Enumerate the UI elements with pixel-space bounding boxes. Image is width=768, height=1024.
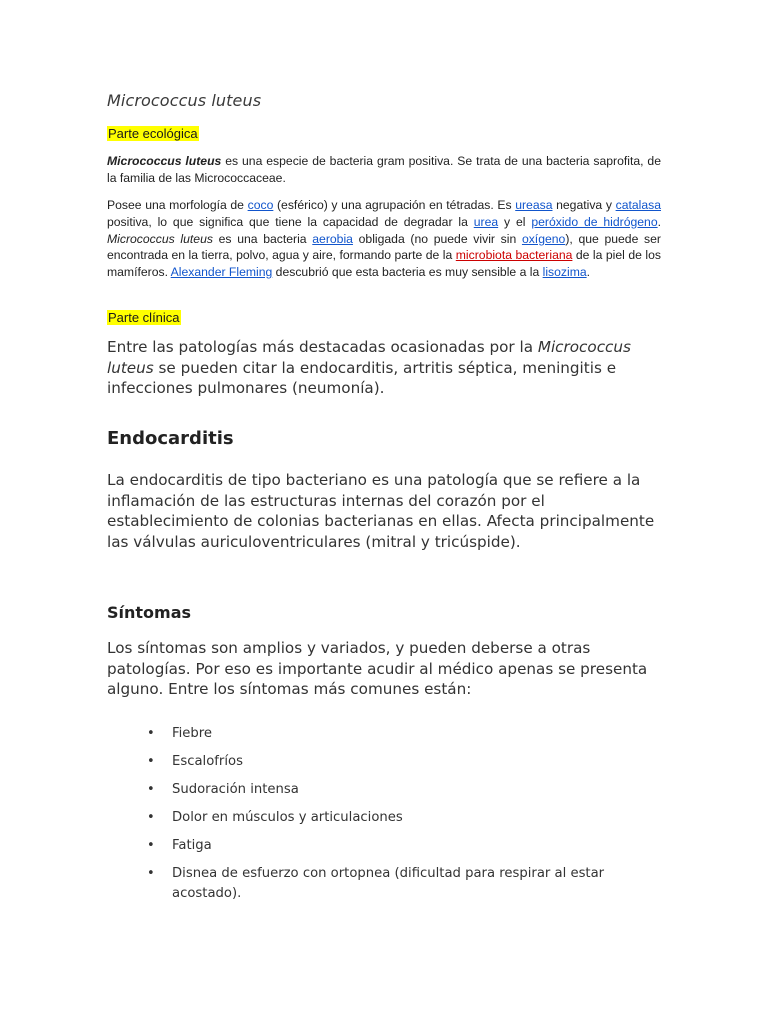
- paragraph-description: Micrococcus luteus es una especie de bacteria gram positiva. Se trata de una bacteria saprofita, de la familia de las Micrococcaceae.: [107, 154, 661, 185]
- link-catalasa[interactable]: catalasa: [615, 198, 661, 212]
- bullet-icon: •: [147, 838, 155, 853]
- list-item: • Dolor en músculos y articulaciones: [107, 808, 667, 828]
- heading-endocarditis: Endocarditis: [107, 428, 234, 449]
- link-microbiota-bacteriana[interactable]: microbiota bacteriana: [455, 248, 573, 263]
- bullet-icon: •: [147, 782, 155, 797]
- bullet-icon: •: [147, 754, 155, 769]
- document-title: Micrococcus luteus: [107, 91, 262, 110]
- link-ureasa[interactable]: ureasa: [515, 198, 553, 212]
- paragraph-endocarditis: La endocarditis de tipo bacteriano es una patología que se refiere a la inflamación de las estructuras internas del corazón por el establecimiento de colonias bacterianas en ellas. Afecta principalmente las válvulas auriculoventriculares (mitral y tricúspide).: [107, 471, 655, 551]
- list-item: • Escalofríos: [107, 752, 667, 772]
- bullet-icon: •: [147, 726, 155, 741]
- highlighted-label: Parte clínica: [108, 310, 180, 325]
- paragraph-clinical-intro: Entre las patologías más destacadas ocasionadas por la Micrococcus luteus se pueden citar la endocarditis, artritis séptica, meningitis e infecciones pulmonares (neumonía).: [107, 338, 631, 397]
- species-name-inline: Micrococcus luteus: [107, 231, 213, 246]
- species-name: Micrococcus luteus: [107, 154, 222, 168]
- section-label-clinica: [107, 309, 181, 326]
- list-item: • Sudoración intensa: [107, 780, 667, 800]
- list-item: • Fiebre: [107, 724, 667, 744]
- link-oxigeno[interactable]: oxígeno: [521, 231, 566, 246]
- heading-sintomas: Síntomas: [107, 603, 192, 622]
- link-urea[interactable]: urea: [473, 214, 499, 229]
- link-alexander-fleming[interactable]: Alexander Fleming: [170, 265, 273, 280]
- link-coco[interactable]: coco: [247, 198, 274, 212]
- link-aerobia[interactable]: aerobia: [312, 231, 353, 246]
- link-lisozima[interactable]: lisozima: [542, 265, 587, 280]
- list-item: • Disnea de esfuerzo con ortopnea (dificultad para respirar al estar acostado).: [147, 866, 605, 901]
- species-name-inline: Micrococcus luteus: [107, 338, 631, 377]
- link-peroxido-de-hidrogeno[interactable]: peróxido de hidrógeno: [531, 214, 658, 229]
- section-label-ecologica: [107, 125, 199, 142]
- bullet-icon: •: [147, 810, 155, 825]
- paragraph-morphology: Posee una morfología de coco (esférico) y una agrupación en tétradas. Es ureasa negativa y catalasa positiva, lo que significa que tiene la capacidad de degradar la urea y el peróxido de hidrógeno. Micrococcus luteus es una bacteria aerobia obligada (no puede vivir sin oxígeno), que puede ser encontrada en la tierra, polvo, agua y aire, formando parte de la microbiota bacteriana de la piel de los mamíferos. Alexander Fleming descubrió que esta bacteria es muy sensible a la lisozima.: [107, 198, 661, 280]
- highlighted-label: Parte ecológica: [108, 126, 198, 141]
- list-item: • Fatiga: [107, 836, 667, 856]
- paragraph-sintomas: Los síntomas son amplios y variados, y pueden deberse a otras patologías. Por eso es importante acudir al médico apenas se presenta alguno. Entre los síntomas más comunes están:: [107, 639, 648, 698]
- bullet-icon: •: [147, 866, 155, 881]
- symptom-list: [107, 724, 667, 912]
